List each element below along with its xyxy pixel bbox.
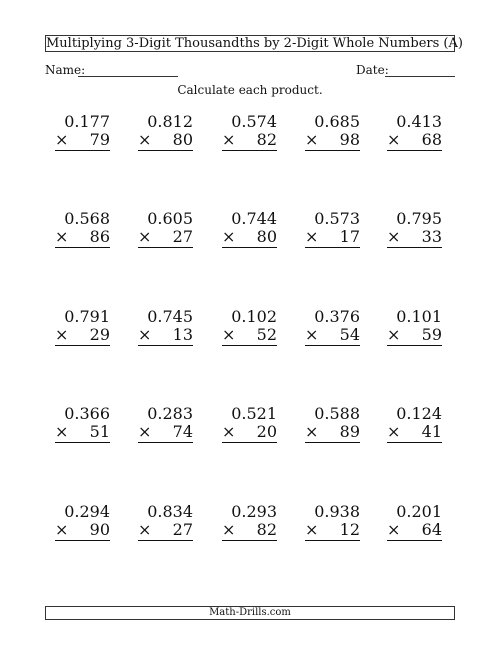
multiply-sign: × <box>222 520 236 539</box>
problem-21 <box>55 502 110 547</box>
date-blank <box>385 76 455 77</box>
multiplicand: 0.293 <box>231 502 277 521</box>
problem-18 <box>222 404 277 449</box>
multiplier: 80 <box>172 130 193 149</box>
multiplier: 59 <box>421 325 442 344</box>
multiply-sign: × <box>138 130 152 149</box>
multiplier-row <box>387 227 442 248</box>
multiplicand: 0.795 <box>396 209 442 228</box>
multiplier: 82 <box>256 520 277 539</box>
multiplier: 17 <box>339 227 360 246</box>
multiplier: 27 <box>172 227 193 246</box>
multiply-sign: × <box>305 520 319 539</box>
multiply-sign: × <box>305 227 319 246</box>
problem-23 <box>222 502 277 547</box>
multiplier: 54 <box>339 325 360 344</box>
problem-17 <box>138 404 193 449</box>
multiplier-row <box>222 227 277 248</box>
multiplicand: 0.413 <box>396 112 442 131</box>
multiplier: 20 <box>256 422 277 441</box>
multiply-sign: × <box>55 325 69 344</box>
multiply-sign: × <box>138 227 152 246</box>
problem-14 <box>305 307 360 352</box>
problem-19 <box>305 404 360 449</box>
problem-15 <box>387 307 442 352</box>
multiply-sign: × <box>387 130 401 149</box>
multiplier: 82 <box>256 130 277 149</box>
multiplier-row <box>138 325 193 346</box>
multiplier: 12 <box>339 520 360 539</box>
multiplier: 98 <box>339 130 360 149</box>
multiply-sign: × <box>138 422 152 441</box>
multiplier: 90 <box>89 520 110 539</box>
multiply-sign: × <box>387 520 401 539</box>
multiply-sign: × <box>138 325 152 344</box>
multiplicand: 0.102 <box>231 307 277 326</box>
multiplier-row <box>222 520 277 541</box>
problem-12 <box>138 307 193 352</box>
multiplier: 27 <box>172 520 193 539</box>
multiplier-row <box>55 520 110 541</box>
multiplier: 68 <box>421 130 442 149</box>
multiplicand: 0.521 <box>231 404 277 423</box>
multiplier-row <box>305 520 360 541</box>
multiply-sign: × <box>305 325 319 344</box>
multiply-sign: × <box>55 520 69 539</box>
multiplicand: 0.685 <box>314 112 360 131</box>
multiplier-row <box>305 130 360 151</box>
multiplicand: 0.201 <box>396 502 442 521</box>
multiply-sign: × <box>55 422 69 441</box>
multiplier-row <box>305 227 360 248</box>
problem-13 <box>222 307 277 352</box>
multiplier-row <box>387 130 442 151</box>
multiplier: 80 <box>256 227 277 246</box>
date-label: Date: <box>356 63 389 77</box>
multiply-sign: × <box>222 325 236 344</box>
problem-6 <box>55 209 110 254</box>
multiply-sign: × <box>55 227 69 246</box>
multiplier: 51 <box>89 422 110 441</box>
problem-24 <box>305 502 360 547</box>
multiply-sign: × <box>138 520 152 539</box>
multiplier: 33 <box>421 227 442 246</box>
multiplier-row <box>138 130 193 151</box>
multiplicand: 0.376 <box>314 307 360 326</box>
multiplicand: 0.294 <box>64 502 110 521</box>
multiplicand: 0.573 <box>314 209 360 228</box>
multiplier-row <box>222 130 277 151</box>
multiplier-row <box>138 227 193 248</box>
multiplier: 52 <box>256 325 277 344</box>
problem-5 <box>387 112 442 157</box>
instructions: Calculate each product. <box>177 83 323 97</box>
multiplier-row <box>387 325 442 346</box>
multiply-sign: × <box>222 227 236 246</box>
multiplier: 86 <box>89 227 110 246</box>
multiplier-row <box>222 325 277 346</box>
name-blank <box>78 76 178 77</box>
problem-16 <box>55 404 110 449</box>
multiplicand: 0.812 <box>147 112 193 131</box>
multiplier: 41 <box>421 422 442 441</box>
multiplicand: 0.124 <box>396 404 442 423</box>
multiplicand: 0.283 <box>147 404 193 423</box>
problem-11 <box>55 307 110 352</box>
multiplier-row <box>222 422 277 443</box>
multiply-sign: × <box>387 227 401 246</box>
multiplier-row <box>138 520 193 541</box>
multiplier-row <box>55 325 110 346</box>
multiplicand: 0.745 <box>147 307 193 326</box>
multiplicand: 0.574 <box>231 112 277 131</box>
multiplicand: 0.605 <box>147 209 193 228</box>
multiply-sign: × <box>305 422 319 441</box>
multiply-sign: × <box>222 130 236 149</box>
problem-4 <box>305 112 360 157</box>
problem-1 <box>55 112 110 157</box>
problem-7 <box>138 209 193 254</box>
multiplier-row <box>305 422 360 443</box>
multiplier-row <box>387 422 442 443</box>
multiplicand: 0.177 <box>64 112 110 131</box>
problem-22 <box>138 502 193 547</box>
multiplier-row <box>387 520 442 541</box>
name-label: Name: <box>45 63 86 77</box>
multiplicand: 0.834 <box>147 502 193 521</box>
multiplicand: 0.101 <box>396 307 442 326</box>
multiplicand: 0.744 <box>231 209 277 228</box>
multiplier: 74 <box>172 422 193 441</box>
multiplier: 64 <box>421 520 442 539</box>
problem-10 <box>387 209 442 254</box>
multiply-sign: × <box>305 130 319 149</box>
multiplier: 29 <box>89 325 110 344</box>
multiplier: 13 <box>172 325 193 344</box>
multiply-sign: × <box>387 422 401 441</box>
problem-20 <box>387 404 442 449</box>
multiply-sign: × <box>55 130 69 149</box>
multiplier-row <box>55 227 110 248</box>
multiply-sign: × <box>222 422 236 441</box>
worksheet-title: Multiplying 3-Digit Thousandths by 2-Digit Whole Numbers (A) <box>46 36 463 51</box>
multiply-sign: × <box>387 325 401 344</box>
problem-3 <box>222 112 277 157</box>
problem-8 <box>222 209 277 254</box>
multiplicand: 0.366 <box>64 404 110 423</box>
problem-2 <box>138 112 193 157</box>
problem-25 <box>387 502 442 547</box>
multiplier-row <box>55 130 110 151</box>
footer-source: Math-Drills.com <box>45 606 455 620</box>
multiplier-row <box>305 325 360 346</box>
multiplicand: 0.791 <box>64 307 110 326</box>
multiplier: 79 <box>89 130 110 149</box>
multiplier: 89 <box>339 422 360 441</box>
problem-9 <box>305 209 360 254</box>
multiplicand: 0.568 <box>64 209 110 228</box>
multiplicand: 0.938 <box>314 502 360 521</box>
multiplicand: 0.588 <box>314 404 360 423</box>
multiplier-row <box>138 422 193 443</box>
multiplier-row <box>55 422 110 443</box>
